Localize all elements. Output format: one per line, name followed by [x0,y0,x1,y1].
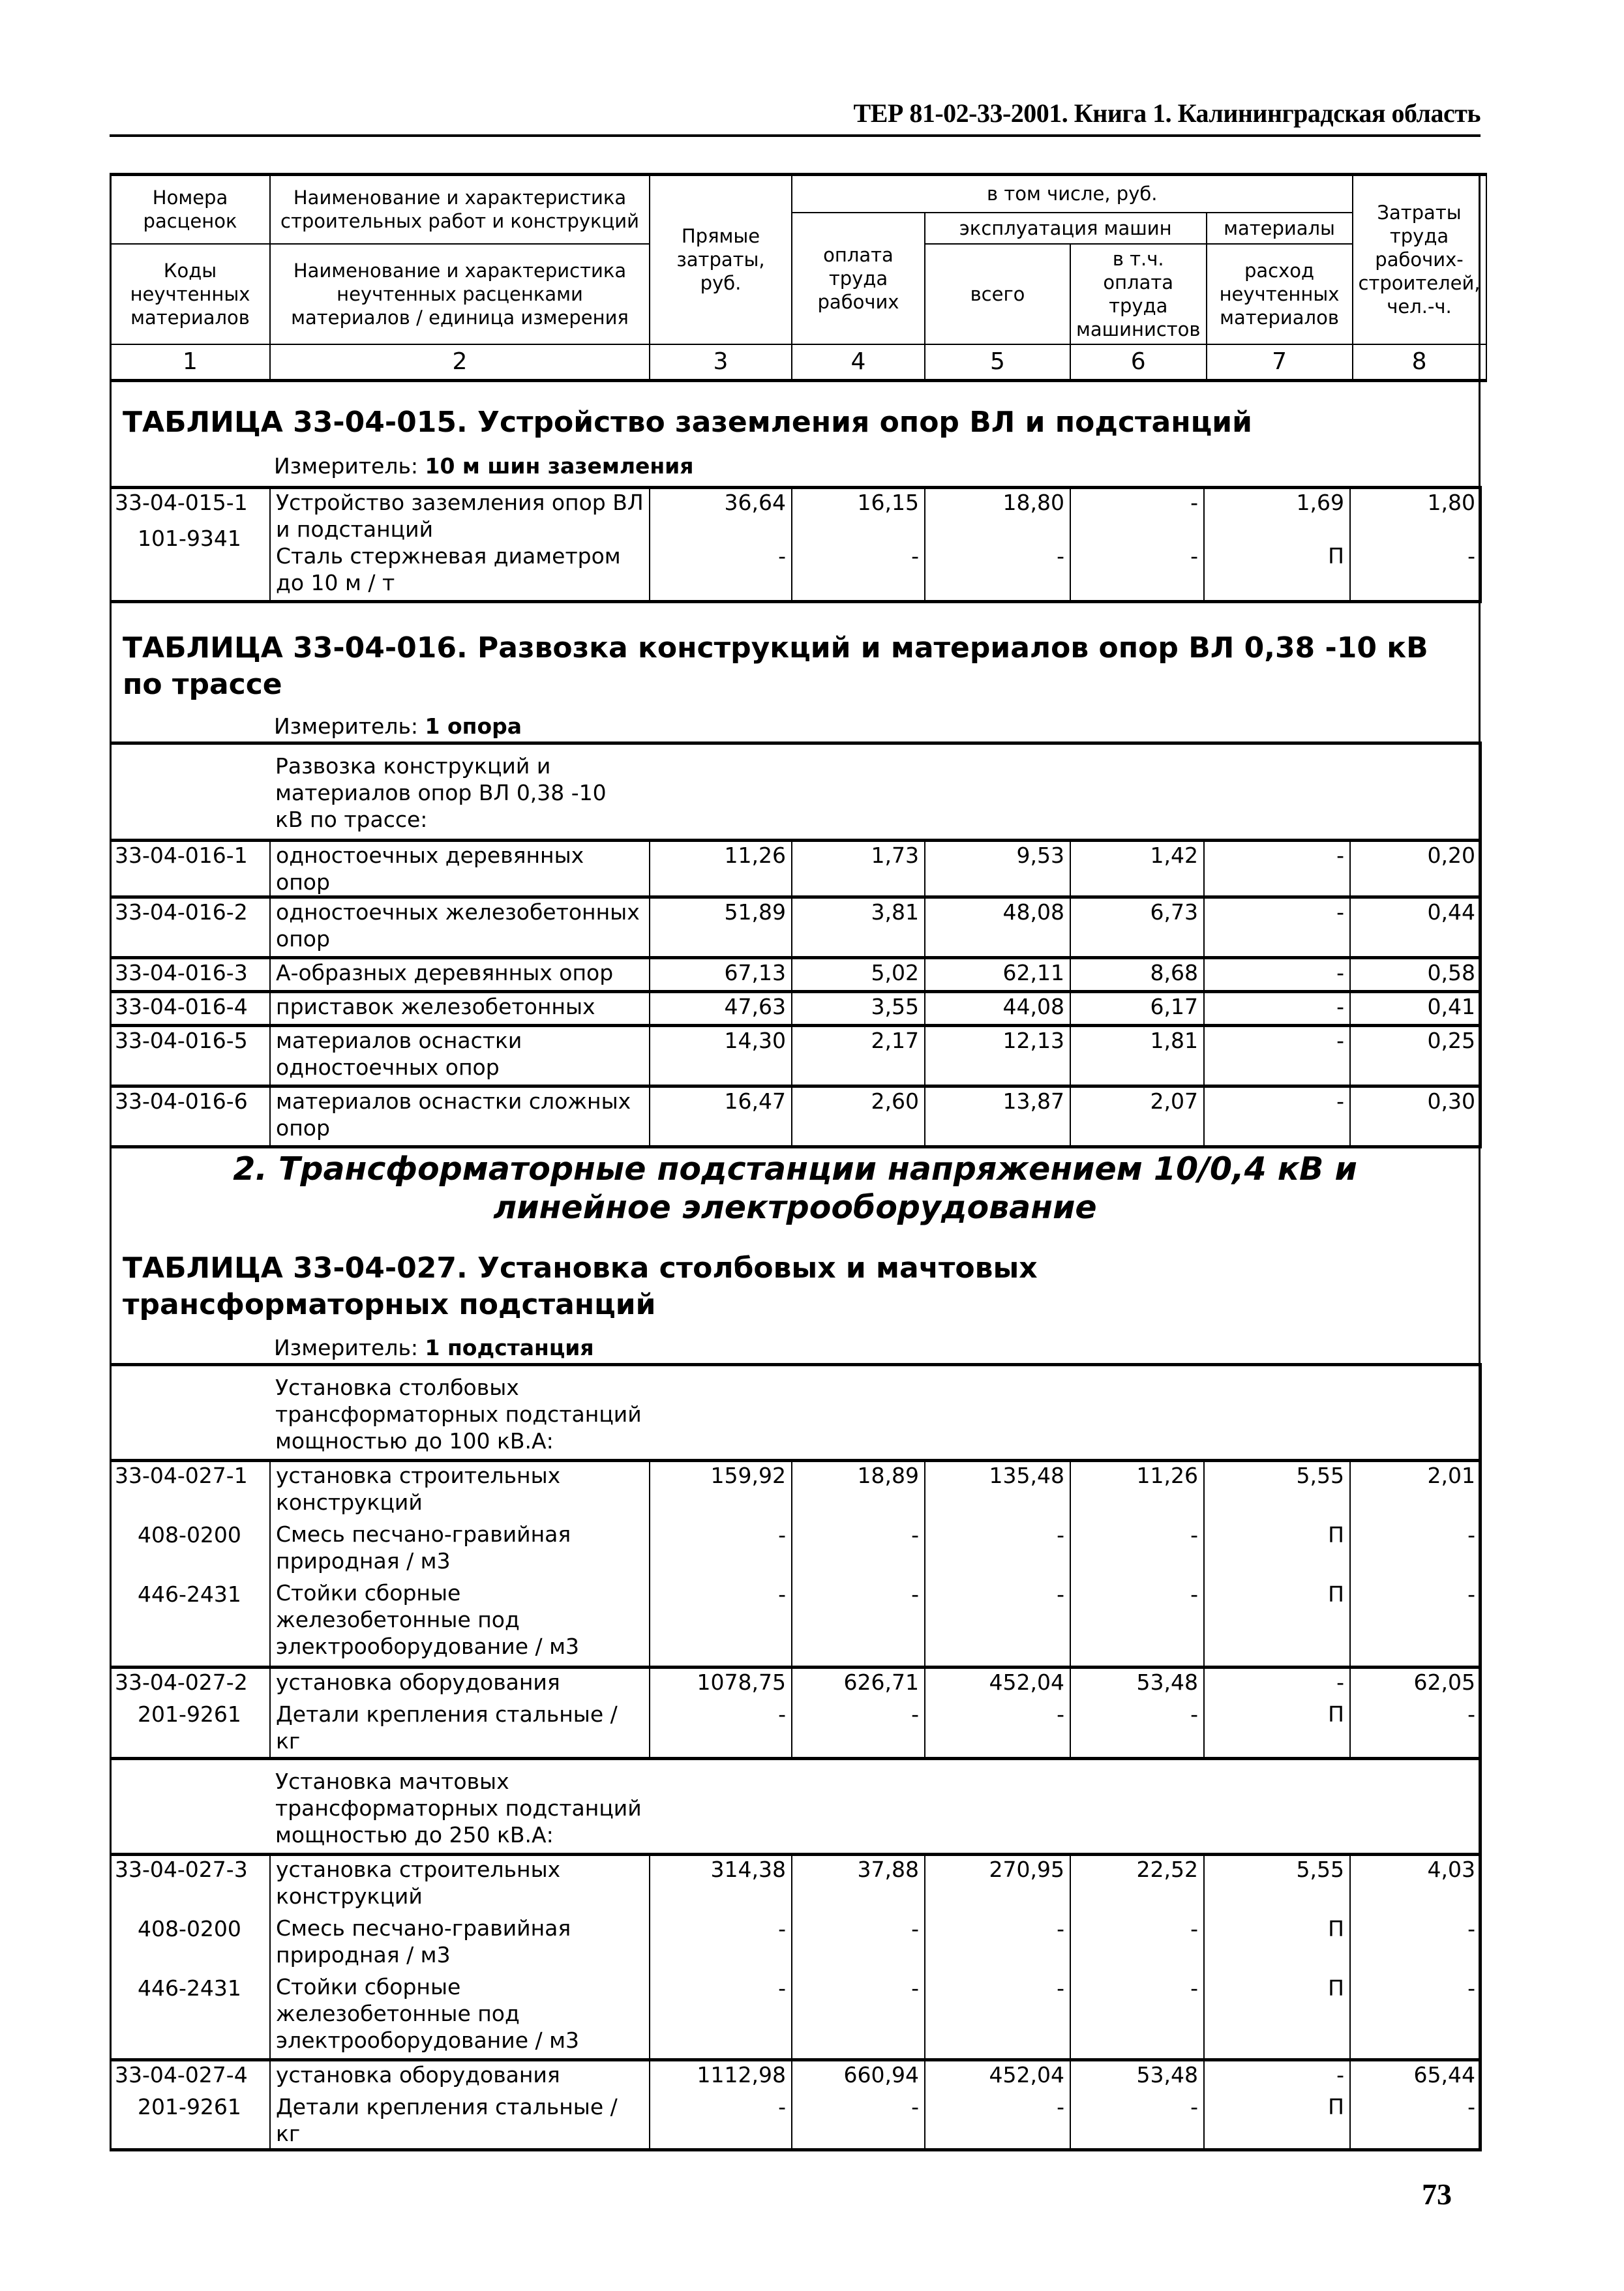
value-cell: 22,52 - - [1070,1855,1204,2060]
value-cell: 18,80 - [925,488,1070,602]
value-cell: - [1204,992,1350,1026]
table-row [110,897,1481,958]
value-cell: 11,26 - - [1070,1461,1204,1668]
column-number: 2 [270,344,650,381]
value-cell: 3,81 [792,897,925,958]
value-cell: 1078,75 - [650,1668,792,1759]
table-row [110,1461,1481,1668]
code-cell: 33-04-016-2 [110,897,270,958]
column-number: 6 [1070,344,1207,381]
header-col7: расход неучтенных материалов [1207,244,1353,344]
value-cell: 2,60 [792,1086,925,1147]
value-cell: 1112,98 - [650,2060,792,2150]
table-016 [110,741,1482,1148]
code-cell: 33-04-015-1 101-9341 [110,488,270,602]
code-cell: 33-04-016-5 [110,1026,270,1086]
header-col1-top: Номера расценок [110,175,270,244]
name-cell: установка оборудования Детали крепления стальные / кг [270,1668,650,1759]
intro-row [110,1365,1481,1461]
value-cell: 5,02 [792,958,925,992]
header-materials: материалы [1207,213,1353,244]
name-cell: одностоечных железобетонных опор [270,897,650,958]
value-cell: 270,95 - - [925,1855,1070,2060]
value-cell: 1,81 [1070,1026,1204,1086]
value-cell: 2,07 [1070,1086,1204,1147]
column-header-table [110,173,1487,382]
value-cell: 62,11 [925,958,1070,992]
measure-label: Измеритель: [274,453,419,479]
intro-text: Установка столбовых трансформаторных подстанций мощностью до 100 кВ.А: [275,1375,642,1454]
value-cell: 37,88 - - [792,1855,925,2060]
measure-value: 10 м шин заземления [425,453,694,479]
name-cell: Устройство заземления опор ВЛ и подстанций Сталь стержневая диаметром до 10 м / т [270,488,650,602]
header-col6: в т.ч. оплата труда машинистов [1070,244,1207,344]
value-cell: 11,26 [650,841,792,897]
value-cell: 6,73 [1070,897,1204,958]
header-col8: Затраты труда рабочих-строителей, чел.-ч. [1353,175,1486,344]
value-cell: 6,17 [1070,992,1204,1026]
header-col5: всего [925,244,1070,344]
value-cell: 47,63 [650,992,792,1026]
value-cell: - - [1070,488,1204,602]
code-cell: 33-04-027-3 408-0200 446-2431 [110,1855,270,2060]
value-cell: 36,64 - [650,488,792,602]
value-cell: 5,55 П П [1204,1461,1350,1668]
table-row [110,1086,1481,1147]
value-cell: 16,15 - [792,488,925,602]
column-number: 8 [1353,344,1486,381]
header-col4: оплата труда рабочих [792,213,925,344]
value-cell: 5,55 П П [1204,1855,1350,2060]
value-cell: 1,69 П [1204,488,1350,602]
name-cell: материалов оснастки сложных опор [270,1086,650,1147]
value-cell: 8,68 [1070,958,1204,992]
value-cell: 3,55 [792,992,925,1026]
measure-value: 1 подстанция [425,1335,594,1360]
value-cell: - [1204,1026,1350,1086]
value-cell: 2,17 [792,1026,925,1086]
column-number: 4 [792,344,925,381]
code-cell: 33-04-016-1 [110,841,270,897]
table-row [110,1855,1481,2060]
intro-row [110,1759,1481,1855]
code-cell: 33-04-027-4 201-9261 [110,2060,270,2150]
intro-text: Развозка конструкций и материалов опор ВЛ 0,38 -10 кВ по трассе: [275,753,607,832]
table-row [110,992,1481,1026]
code-cell: 33-04-016-6 [110,1086,270,1147]
value-cell: 452,04 - [925,2060,1070,2150]
value-cell: 0,25 [1350,1026,1481,1086]
table-015 [110,486,1482,603]
name-cell: одностоечных деревянных опор [270,841,650,897]
column-number: 7 [1207,344,1353,381]
value-cell: 16,47 [650,1086,792,1147]
measure-label: Измеритель: [274,713,419,739]
header-col2-top: Наименование и характеристика строительных работ и конструкций [270,175,650,244]
value-cell: 0,58 [1350,958,1481,992]
header-including: в том числе, руб. [792,175,1353,213]
code-cell: 33-04-016-3 [110,958,270,992]
value-cell: 0,44 [1350,897,1481,958]
value-cell: 65,44 - [1350,2060,1481,2150]
intro-text: Установка мачтовых трансформаторных подстанций мощностью до 250 кВ.А: [275,1769,642,1848]
value-cell: 1,73 [792,841,925,897]
header-col3: Прямые затраты, руб. [650,175,792,344]
table-row [110,488,1481,602]
value-cell: 67,13 [650,958,792,992]
value-cell: - [1204,1086,1350,1147]
value-cell: - [1204,897,1350,958]
column-number: 5 [925,344,1070,381]
value-cell: 0,41 [1350,992,1481,1026]
value-cell: 18,89 - - [792,1461,925,1668]
value-cell: 0,30 [1350,1086,1481,1147]
value-cell: 53,48 - [1070,1668,1204,1759]
value-cell: 660,94 - [792,2060,925,2150]
section-heading: 2. Трансформаторные подстанции напряжением 10/0,4 кВ и линейное электрооборудование [233,1150,1357,1226]
value-cell: 1,42 [1070,841,1204,897]
table-row [110,958,1481,992]
header-machines: эксплуатация машин [925,213,1207,244]
table-row [110,841,1481,897]
value-cell: 2,01 - - [1350,1461,1481,1668]
value-cell: 44,08 [925,992,1070,1026]
name-cell: установка оборудования Детали крепления стальные / кг [270,2060,650,2150]
running-head-rule [110,134,1481,137]
table-016-title: ТАБЛИЦА 33-04-016. Развозка конструкций и материалов опор ВЛ 0,38 -10 кВ по трассе [123,631,1428,701]
code-cell: 33-04-016-4 [110,992,270,1026]
value-cell: 314,38 - - [650,1855,792,2060]
value-cell: 159,92 - - [650,1461,792,1668]
value-cell: - [1204,958,1350,992]
value-cell: 0,20 [1350,841,1481,897]
name-cell: материалов оснастки одностоечных опор [270,1026,650,1086]
name-cell: установка строительных конструкций Смесь песчано-гравийная природная / м3 Стойки сборные железобетонные под электрооборудование / м3 [270,1461,650,1668]
table-row [110,1026,1481,1086]
code-cell: 33-04-027-1 408-0200 446-2431 [110,1461,270,1668]
table-row [110,1668,1481,1759]
column-number: 1 [110,344,270,381]
code-cell: 33-04-027-2 201-9261 [110,1668,270,1759]
value-cell: - П [1204,2060,1350,2150]
value-cell: 1,80 - [1350,488,1481,602]
header-col2-bottom: Наименование и характеристика неучтенных расценками материалов / единица измерения [270,244,650,344]
value-cell: - [1204,841,1350,897]
value-cell: 14,30 [650,1026,792,1086]
name-cell: приставок железобетонных [270,992,650,1026]
measure-label: Измеритель: [274,1335,419,1360]
table-027 [110,1363,1482,2151]
value-cell: 53,48 - [1070,2060,1204,2150]
column-number: 3 [650,344,792,381]
value-cell: 135,48 - - [925,1461,1070,1668]
table-015-measure [274,453,693,479]
table-015-title: ТАБЛИЦА 33-04-015. Устройство заземления опор ВЛ и подстанций [123,406,1252,439]
name-cell: А-образных деревянных опор [270,958,650,992]
measure-value: 1 опора [425,713,522,739]
value-cell: 51,89 [650,897,792,958]
page-number: 73 [1422,2178,1452,2211]
value-cell: 626,71 - [792,1668,925,1759]
value-cell: 62,05 - [1350,1668,1481,1759]
value-cell: 13,87 [925,1086,1070,1147]
value-cell: 12,13 [925,1026,1070,1086]
value-cell: 9,53 [925,841,1070,897]
value-cell: 48,08 [925,897,1070,958]
value-cell: 4,03 - - [1350,1855,1481,2060]
table-027-title: ТАБЛИЦА 33-04-027. Установка столбовых и мачтовых трансформаторных подстанций [123,1251,1038,1321]
value-cell: 452,04 - [925,1668,1070,1759]
table-row [110,2060,1481,2150]
table-027-measure [274,1335,594,1361]
intro-row [110,743,1481,841]
running-head: ТЕР 81-02-33-2001. Книга 1. Калининградская область [853,98,1481,128]
header-col1-bottom: Коды неучтенных материалов [110,244,270,344]
value-cell: - П [1204,1668,1350,1759]
table-016-measure [274,713,522,740]
name-cell: установка строительных конструкций Смесь песчано-гравийная природная / м3 Стойки сборные железобетонные под электрооборудование / м3 [270,1855,650,2060]
